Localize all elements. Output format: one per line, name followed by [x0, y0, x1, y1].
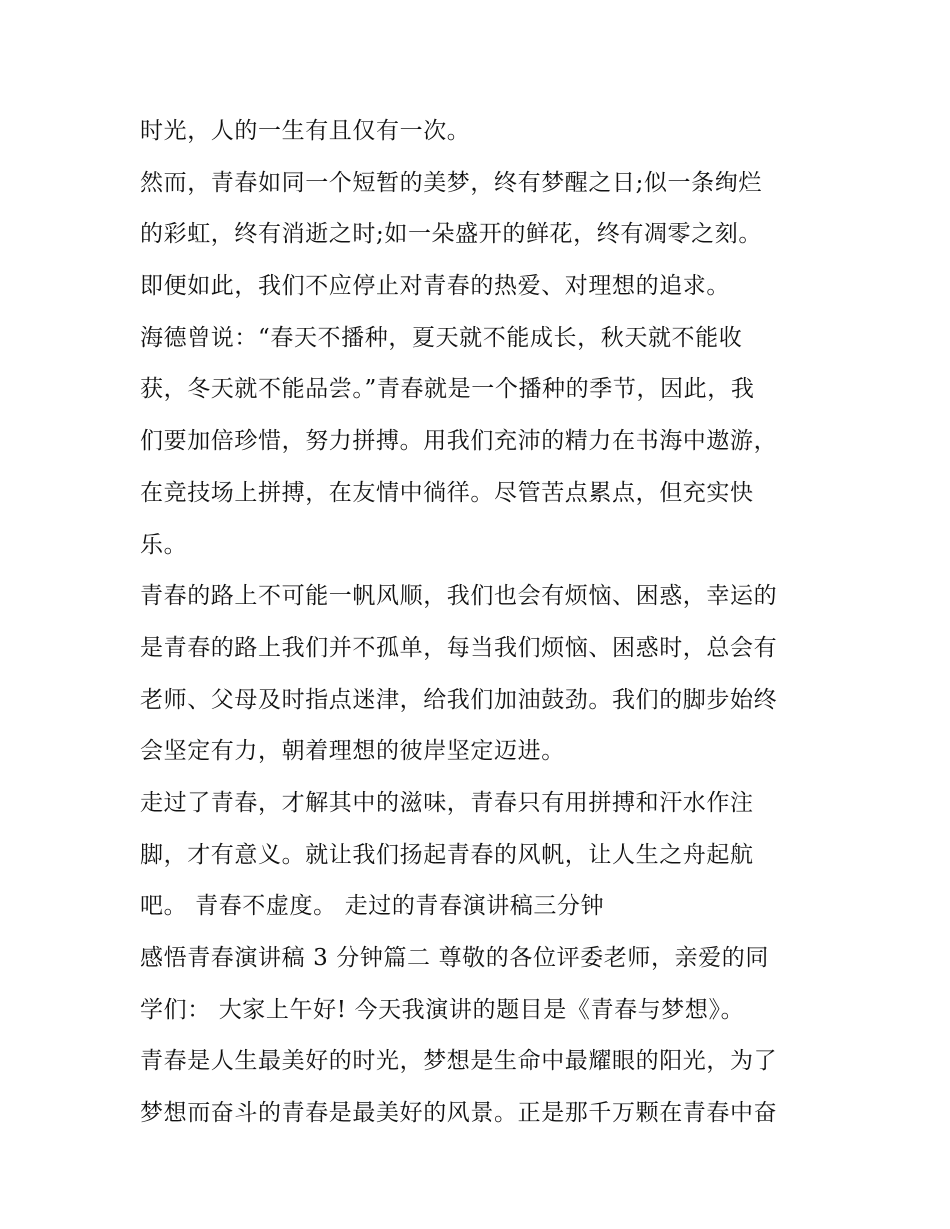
text-line: 老师、父母及时指点迷津，给我们加油鼓劲。我们的脚步始终 [140, 686, 778, 713]
text-line: 会坚定有力，朝着理想的彼岸坚定迈进。 [140, 738, 565, 765]
text-line: 感悟青春演讲稿 3 分钟篇二 尊敬的各位评委老师，亲爱的同 [140, 945, 769, 971]
text-line: 时光，人的一生有且仅有一次。 [140, 118, 471, 144]
text-line: 青春是人生最美好的时光，梦想是生命中最耀眼的阳光，为了 [140, 1048, 778, 1075]
text-line: 们要加倍珍惜，努力拼搏。用我们充沛的精力在书海中遨游， [140, 428, 778, 455]
text-line: 青春的路上不可能一帆风顺，我们也会有烦恼、困惑，幸运的 [140, 583, 778, 610]
text-line: 在竞技场上拼搏，在友情中徜徉。尽管苦点累点，但充实快 [140, 479, 754, 506]
text-line: 脚，才有意义。就让我们扬起青春的风帆，让人生之舟起航 [140, 841, 754, 868]
text-line: 吧。 青春不虚度。 走过的青春演讲稿三分钟 [140, 893, 605, 920]
text-line: 然而，青春如同一个短暂的美梦，终有梦醒之日;似一条绚烂 [140, 169, 762, 196]
text-line: 乐。 [140, 531, 188, 558]
text-line: 学们： 大家上午好! 今天我演讲的题目是《青春与梦想》。 [140, 996, 745, 1023]
text-line: 的彩虹，终有消逝之时;如一朵盛开的鲜花，终有凋零之刻。 [140, 221, 762, 248]
text-line: 走过了青春，才解其中的滋味，青春只有用拼搏和汗水作注 [140, 789, 754, 816]
text-line: 海德曾说：“春天不播种，夏天就不能成长，秋天就不能收 [140, 324, 743, 351]
body-text [140, 106, 820, 1140]
text-line: 是青春的路上我们并不孤单，每当我们烦恼、困惑时，总会有 [140, 634, 778, 661]
text-line: 获，冬天就不能品尝。”青春就是一个播种的季节，因此，我 [140, 376, 755, 403]
text-line: 即便如此，我们不应停止对青春的热爱、对理想的追求。 [140, 273, 730, 300]
text-line: 梦想而奋斗的青春是最美好的风景。正是那千万颗在青春中奋 [140, 1100, 778, 1127]
